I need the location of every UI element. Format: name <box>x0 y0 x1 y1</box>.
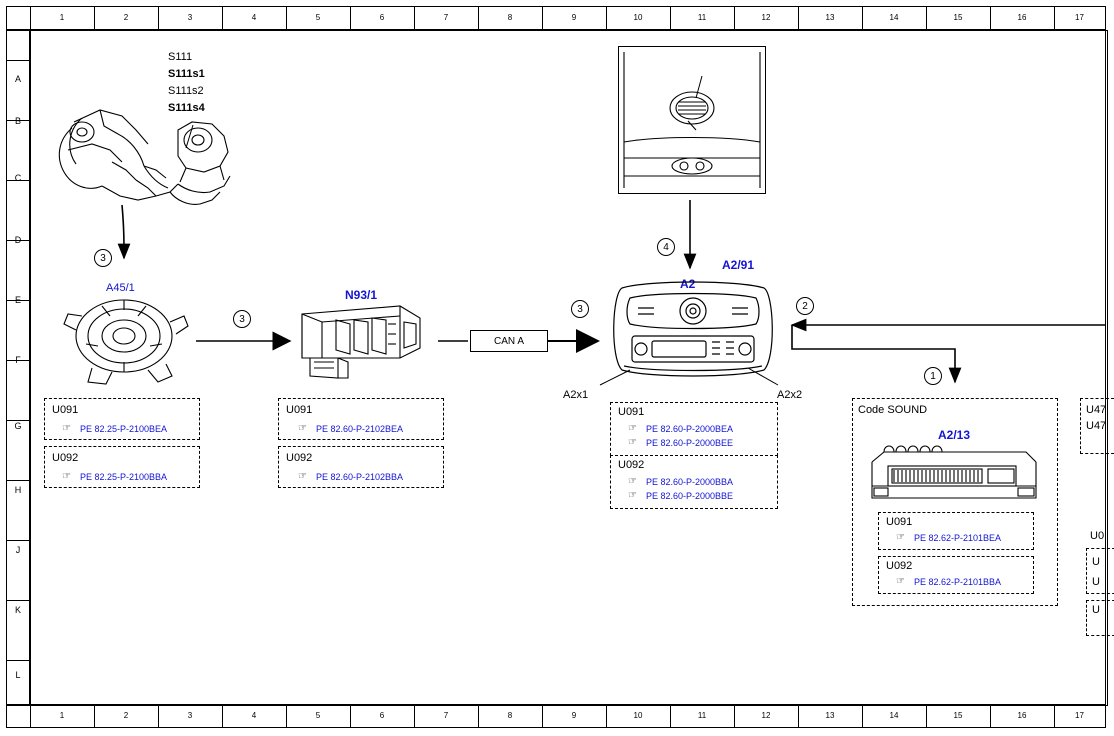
col-label-bottom-4: 4 <box>251 711 257 720</box>
label-a45-1: A45/1 <box>106 282 135 294</box>
callout-1: 1 <box>924 367 942 385</box>
col-label-bottom-7: 7 <box>443 711 449 720</box>
callout-3-b: 3 <box>233 310 251 328</box>
code-id-right-u47b: U47 <box>1086 420 1107 432</box>
clock-spring-a45-1-art <box>62 292 192 388</box>
code-n93-u092-1[interactable]: PE 82.60-P-2102BBA <box>316 472 404 482</box>
code-id-a2-u092: U092 <box>618 459 645 471</box>
label-a2-91: A2/91 <box>722 258 755 272</box>
code-id-right-u3: U <box>1092 604 1100 616</box>
col-label-bottom-1: 1 <box>59 711 65 720</box>
col-label-bottom-14: 14 <box>889 711 899 720</box>
col-label-top-12: 12 <box>761 13 771 22</box>
row-label-C: C <box>14 173 22 183</box>
code-a2-u092-1[interactable]: PE 82.60-P-2000BBA <box>646 477 734 487</box>
row-label-E: E <box>14 295 21 305</box>
row-label-D: D <box>14 235 22 245</box>
code-id-a2-u091: U091 <box>618 406 645 418</box>
col-label-top-11: 11 <box>697 13 707 22</box>
pointer-hand-icon: ☞ <box>628 490 637 501</box>
callout-2: 2 <box>796 297 814 315</box>
code-box-right-clipped-3 <box>1086 600 1114 636</box>
col-label-top-15: 15 <box>953 13 963 22</box>
row-label-B: B <box>14 116 21 126</box>
col-label-top-3: 3 <box>187 13 193 22</box>
row-label-J: J <box>15 545 21 555</box>
col-label-top-5: 5 <box>315 13 321 22</box>
row-label-G: G <box>14 421 22 431</box>
row-label-A: A <box>14 74 21 84</box>
ruler-bottom <box>6 704 1106 728</box>
ruler-top <box>6 6 1106 30</box>
code-id-n93-u092: U092 <box>286 452 313 464</box>
col-label-bottom-11: 11 <box>697 711 707 720</box>
col-label-bottom-13: 13 <box>825 711 835 720</box>
pointer-hand-icon: ☞ <box>62 423 71 434</box>
col-label-bottom-17: 17 <box>1075 711 1084 720</box>
col-label-bottom-3: 3 <box>187 711 193 720</box>
pointer-hand-icon: ☞ <box>62 471 71 482</box>
col-label-bottom-12: 12 <box>761 711 771 720</box>
code-a213-u091-1[interactable]: PE 82.62-P-2101BEA <box>914 533 1002 543</box>
code-a45-u092-1[interactable]: PE 82.25-P-2100BBA <box>80 472 168 482</box>
col-label-bottom-16: 16 <box>1017 711 1027 720</box>
label-s111s1: S111s1 <box>168 68 205 80</box>
col-label-bottom-2: 2 <box>123 711 129 720</box>
code-id-a213-u092: U092 <box>886 560 913 572</box>
code-id-right-u2: U <box>1092 576 1100 588</box>
callout-4: 4 <box>657 238 675 256</box>
label-s111s2: S111s2 <box>168 85 204 97</box>
col-label-top-9: 9 <box>571 13 577 22</box>
col-label-bottom-6: 6 <box>379 711 385 720</box>
pointer-hand-icon: ☞ <box>628 423 637 434</box>
label-code-sound: Code SOUND <box>858 404 928 416</box>
col-label-bottom-5: 5 <box>315 711 321 720</box>
can-a-bus-label: CAN A <box>470 330 548 352</box>
callout-3-a: 3 <box>94 249 112 267</box>
col-label-top-10: 10 <box>633 13 643 22</box>
code-n93-u091-1[interactable]: PE 82.60-P-2102BEA <box>316 424 404 434</box>
code-a2-u092-2[interactable]: PE 82.60-P-2000BBE <box>646 491 734 501</box>
col-label-top-13: 13 <box>825 13 835 22</box>
label-n93-1: N93/1 <box>345 288 378 302</box>
pointer-hand-icon: ☞ <box>298 423 307 434</box>
col-label-top-8: 8 <box>507 13 513 22</box>
col-label-bottom-15: 15 <box>953 711 963 720</box>
ruler-left <box>6 30 30 706</box>
label-a2x2: A2x2 <box>777 389 803 401</box>
label-a2: A2 <box>680 277 696 291</box>
code-a45-u091-1[interactable]: PE 82.25-P-2100BEA <box>80 424 168 434</box>
code-a2-u091-2[interactable]: PE 82.60-P-2000BEE <box>646 438 734 448</box>
microphone-leader <box>618 46 766 194</box>
pointer-hand-icon: ☞ <box>628 437 637 448</box>
col-label-bottom-10: 10 <box>633 711 643 720</box>
pointer-hand-icon: ☞ <box>298 471 307 482</box>
col-label-bottom-9: 9 <box>571 711 577 720</box>
label-s111s4: S111s4 <box>168 102 205 114</box>
pointer-hand-icon: ☞ <box>628 476 637 487</box>
code-a213-u092-1[interactable]: PE 82.62-P-2101BBA <box>914 577 1002 587</box>
col-label-top-16: 16 <box>1017 13 1027 22</box>
label-a2-13: A2/13 <box>938 428 971 442</box>
code-box-right-clipped-2 <box>1086 548 1114 594</box>
row-label-F: F <box>15 355 21 365</box>
code-id-a45-u092: U092 <box>52 452 79 464</box>
control-unit-n93-1-art <box>292 300 428 384</box>
col-label-top-14: 14 <box>889 13 899 22</box>
code-id-a45-u091: U091 <box>52 404 79 416</box>
code-id-a213-u091: U091 <box>886 516 913 528</box>
steering-wheel-switch-art <box>52 100 242 225</box>
head-unit-a2-art <box>608 278 778 382</box>
label-a2x1: A2x1 <box>563 389 589 401</box>
pointer-hand-icon: ☞ <box>896 532 905 543</box>
col-label-top-7: 7 <box>443 13 449 22</box>
col-label-top-6: 6 <box>379 13 385 22</box>
callout-3-c: 3 <box>571 300 589 318</box>
col-label-bottom-8: 8 <box>507 711 513 720</box>
pointer-hand-icon: ☞ <box>896 576 905 587</box>
label-s111: S111 <box>168 51 193 63</box>
col-label-top-1: 1 <box>59 13 65 22</box>
row-label-L: L <box>15 670 21 680</box>
code-id-n93-u091: U091 <box>286 404 313 416</box>
col-label-top-2: 2 <box>123 13 129 22</box>
code-a2-u091-1[interactable]: PE 82.60-P-2000BEA <box>646 424 734 434</box>
col-label-top-17: 17 <box>1075 13 1084 22</box>
col-label-top-4: 4 <box>251 13 257 22</box>
code-id-right-u47a: U47 <box>1086 404 1107 416</box>
row-label-H: H <box>14 485 22 495</box>
code-id-right-u1: U <box>1092 556 1100 568</box>
code-id-right-u0: U0 <box>1090 530 1105 542</box>
row-label-K: K <box>14 605 21 615</box>
